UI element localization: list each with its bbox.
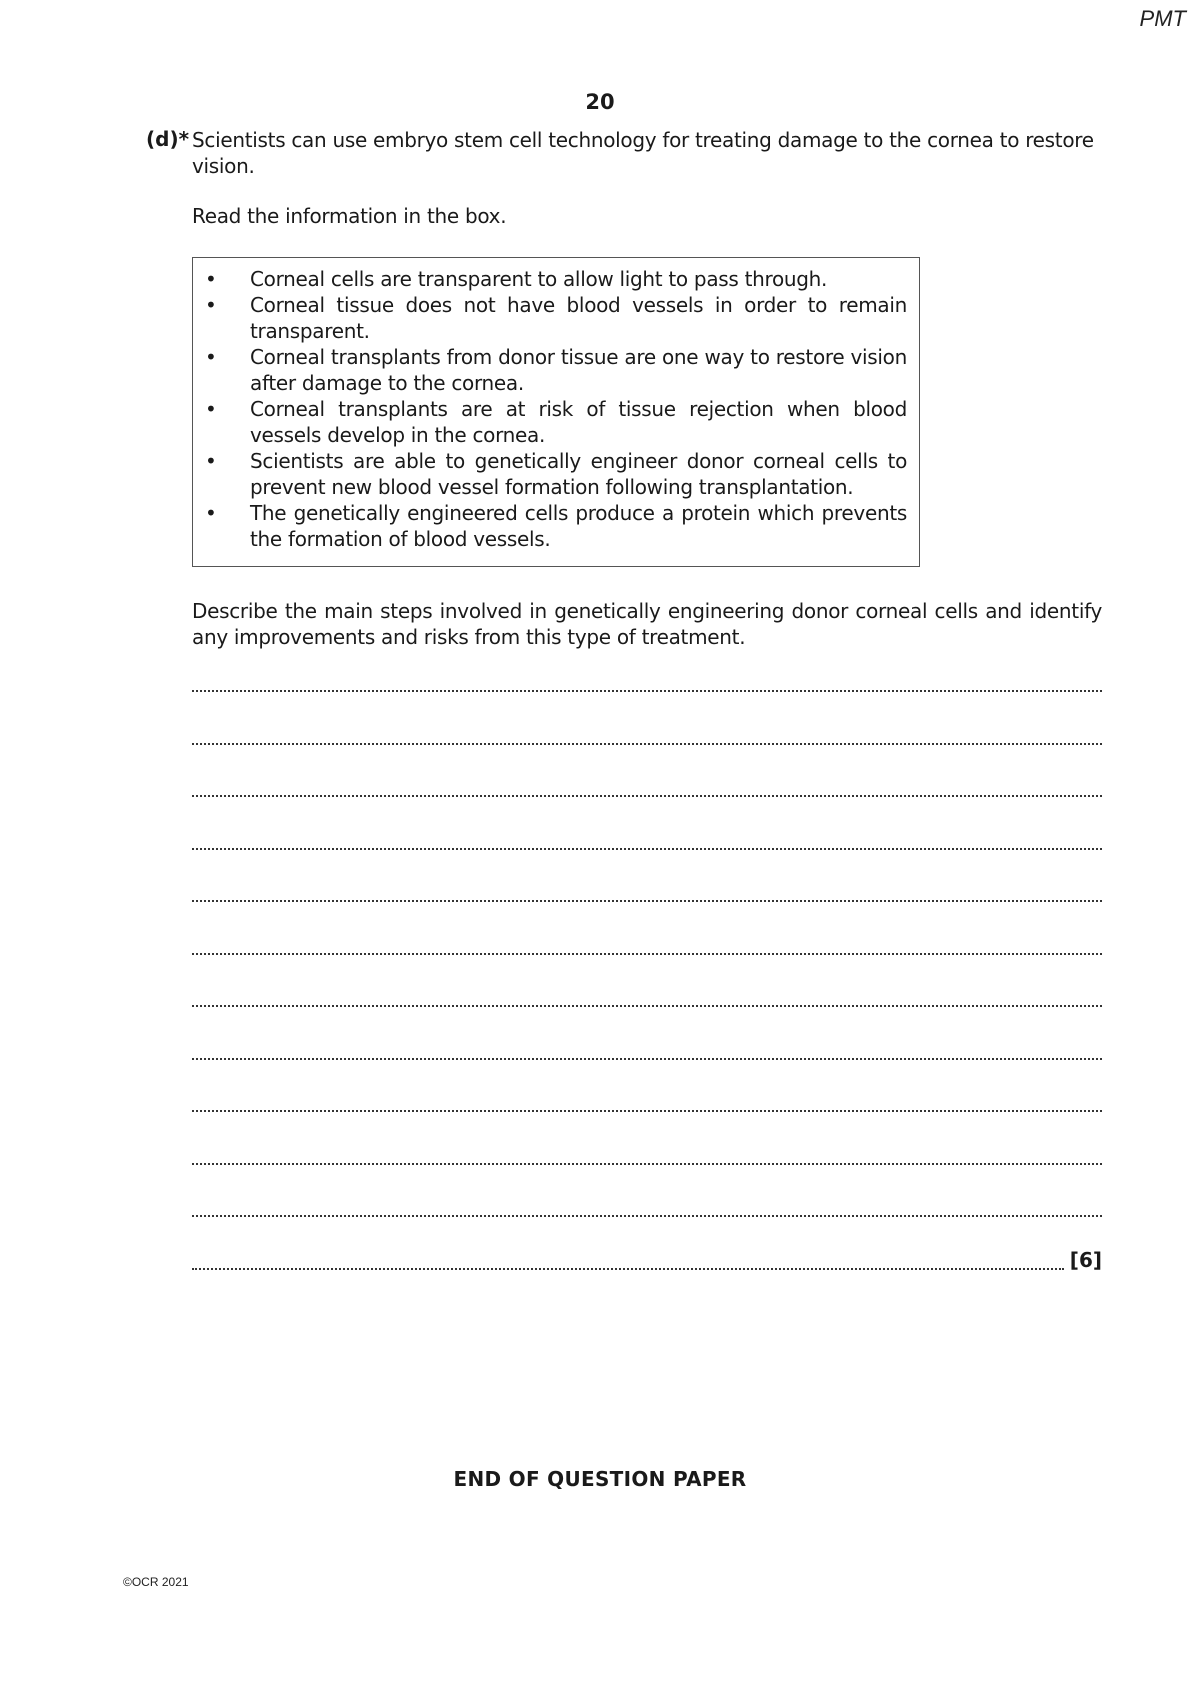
marks-label: [6]: [1069, 1247, 1102, 1272]
answer-line[interactable]: [192, 1247, 1102, 1321]
bullet-icon: •: [205, 397, 217, 421]
answer-line[interactable]: [192, 1215, 1102, 1268]
answer-line[interactable]: [192, 1163, 1102, 1216]
answer-area[interactable]: [192, 690, 1102, 1320]
page-number: 20: [585, 90, 615, 114]
answer-line[interactable]: [192, 900, 1102, 953]
corner-label: PMT: [1139, 6, 1186, 31]
info-item: [193, 448, 907, 500]
info-item: [193, 292, 907, 344]
task-text: Describe the main steps involved in genetically engineering donor corneal cells and identify any improvements and risks from this type of treatment.: [192, 599, 1102, 649]
copyright-text: ©OCR 2021: [123, 1575, 189, 1589]
bullet-icon: •: [205, 345, 217, 369]
instruction-text: Read the information in the box.: [192, 204, 507, 228]
info-item: [193, 500, 907, 552]
question-label: (d)*: [146, 127, 190, 151]
info-item: [193, 266, 907, 292]
answer-line[interactable]: [192, 795, 1102, 848]
bullet-icon: •: [205, 267, 217, 291]
question-text: Scientists can use embryo stem cell technology for treating damage to the cornea to restore vision.: [192, 128, 1094, 178]
info-item-text: Corneal transplants are at risk of tissue rejection when blood vessels develop in the cornea.: [250, 397, 907, 447]
info-item-text: Corneal cells are transparent to allow light to pass through.: [250, 267, 828, 291]
answer-line[interactable]: [192, 690, 1102, 743]
answer-line[interactable]: [192, 1110, 1102, 1163]
bullet-icon: •: [205, 501, 217, 525]
info-item: [193, 396, 907, 448]
info-item-text: Corneal tissue does not have blood vessels in order to remain transparent.: [250, 293, 907, 343]
answer-line[interactable]: [192, 953, 1102, 1006]
end-of-paper-text: END OF QUESTION PAPER: [453, 1467, 747, 1491]
info-item-text: Corneal transplants from donor tissue are one way to restore vision after damage to the cornea.: [250, 345, 907, 395]
info-item: [193, 344, 907, 396]
info-list: [193, 258, 919, 552]
answer-line[interactable]: [192, 1058, 1102, 1111]
answer-line[interactable]: [192, 1005, 1102, 1058]
info-item-text: The genetically engineered cells produce a protein which prevents the formation of blood vessels.: [250, 501, 907, 551]
answer-line[interactable]: [192, 743, 1102, 796]
bullet-icon: •: [205, 449, 217, 473]
bullet-icon: •: [205, 293, 217, 317]
info-box: [192, 257, 920, 567]
answer-line[interactable]: [192, 848, 1102, 901]
info-item-text: Scientists are able to genetically engineer donor corneal cells to prevent new blood vessel formation following transplantation.: [250, 449, 907, 499]
